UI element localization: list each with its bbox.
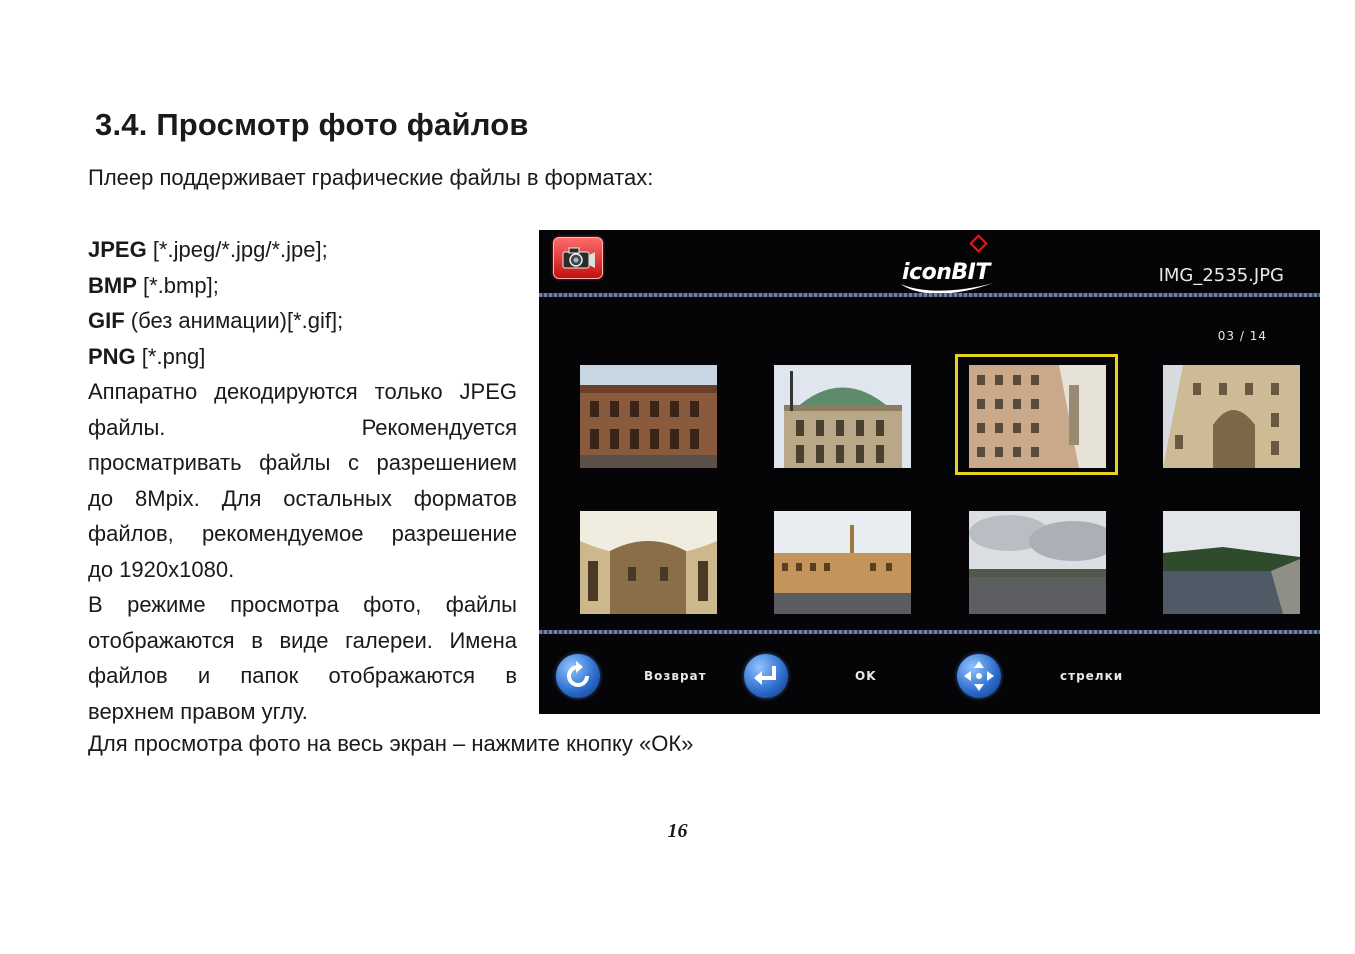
arrows-label: стрелки [1060,669,1124,683]
photo-counter: 03 / 14 [1217,329,1267,343]
arrows-button[interactable] [957,654,1001,698]
selection-frame [955,354,1118,475]
para2-line: файлов и папок отображаются в [88,663,517,688]
top-divider [539,293,1320,297]
camera-icon [560,244,596,272]
current-filename: IMG_2535.JPG [1158,265,1284,286]
return-label: Возврат [644,669,707,683]
photo-thumbnail[interactable] [1163,365,1300,468]
return-button[interactable] [556,654,600,698]
logo-text: iconBIT [902,260,990,285]
para1-line: до 1920x1080. [88,556,235,582]
format-gif: GIF (без анимации)[*.gif]; [88,308,344,333]
ok-label: OK [855,669,877,683]
para2-line: В режиме просмотра фото, файлы [88,592,517,617]
para1-line: файлы. Рекомендуется [88,414,517,440]
format-png: PNG [*.png] [88,343,206,369]
para2-line: верхнем правом углу. [88,698,308,724]
photo-thumbnail[interactable] [969,511,1106,614]
page-number: 16 [667,820,688,842]
photo-thumbnail[interactable] [580,365,717,468]
arrows-icon [957,654,1001,698]
para2-line: отображаются в виде галереи. Имена [88,627,517,653]
camera-button[interactable] [553,237,603,279]
section-heading: 3.4. Просмотр фото файлов [95,107,529,142]
return-icon [556,654,600,698]
para1-line: просматривать файлы с разрешением [88,450,517,475]
photo-thumbnail[interactable] [774,365,911,468]
footer-text: Для просмотра фото на весь экран – нажмите кнопку «ОК» [88,731,694,756]
format-bmp: BMP [*.bmp]; [88,272,219,298]
iconbit-logo [899,252,999,296]
bottom-divider [539,630,1320,634]
photo-thumbnail[interactable] [774,511,911,614]
para1-line: Аппаратно декодируются только JPEG [88,379,517,404]
enter-icon [744,654,788,698]
text-column [88,232,517,729]
photo-thumbnail[interactable] [580,511,717,614]
photo-gallery-screenshot [539,230,1320,714]
para1-line: файлов, рекомендуемое разрешение [88,521,517,546]
photo-thumbnail[interactable] [1163,511,1300,614]
ok-button[interactable] [744,654,788,698]
format-jpeg: JPEG [*.jpeg/*.jpg/*.jpe]; [88,237,328,262]
intro-text: Плеер поддерживает графические файлы в форматах: [88,165,654,190]
logo-diamond-icon [969,234,987,252]
para1-line: до 8Mpix. Для остальных форматов [88,485,517,511]
